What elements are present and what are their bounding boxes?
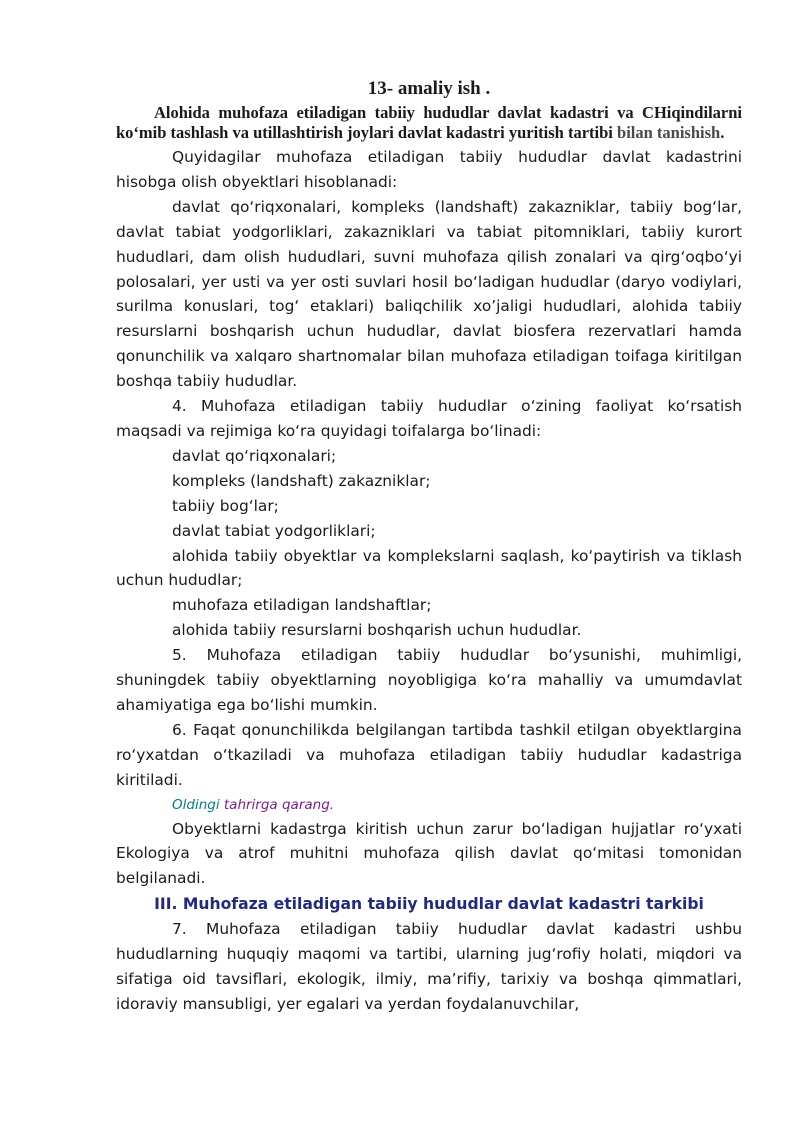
document-body	[116, 76, 742, 1017]
list-item-category: alohida tabiiy resurslarni boshqarish uchun hududlar.	[172, 621, 582, 640]
paragraph-clause-6: 6. Faqat qonunchilikda belgilangan tartibda tashkil etilgan obyektlargina ro‘yxatdan o‘tkaziladi va muhofaza etiladigan tabiiy hududlar kadastriga kiritiladi.	[116, 720, 742, 789]
list-item-category: davlat qo‘riqxonalari;	[172, 446, 337, 465]
paragraph-clause-5: 5. Muhofaza etiladigan tabiiy hududlar bo‘ysunishi, muhimligi, shuningdek tabiiy obyektlarning noyobligiga ko‘ra mahalliy va umumdavlat ahamiyatiga ega bo‘lishi mumkin.	[116, 646, 742, 714]
paragraph-intro: Quyidagilar muhofaza etiladigan tabiiy hududlar davlat kadastrini hisobga olish obyektlari hisoblanadi:	[116, 148, 742, 191]
list-item-category: kompleks (landshaft) zakazniklar;	[172, 471, 431, 490]
subtitle-muted: bilan tanishish	[617, 123, 721, 142]
subtitle-end: .	[720, 123, 725, 142]
section-heading: III. Muhofaza etiladigan tabiiy hududlar davlat kadastri tarkibi	[154, 895, 704, 914]
edit-history-note	[116, 793, 742, 817]
page-title: 13- amaliy ish .	[367, 78, 491, 99]
list-item-category: davlat tabiat yodgorliklari;	[172, 521, 376, 540]
document-subtitle	[116, 103, 742, 143]
subtitle-main: Alohida muhofaza etiladigan tabiiy hududlar davlat kadastri va CHiqindilarni ko‘mib tashlash va utillashtirish joylari davlat kadastri yuritish tartibi	[116, 103, 742, 142]
list-item-category: muhofaza etiladigan landshaftlar;	[172, 596, 432, 615]
note-link-previous[interactable]: Oldingi	[172, 796, 220, 813]
paragraph-objects-list: davlat qo‘riqxonalari, kompleks (landshaft) zakazniklar, tabiiy bog‘lar, davlat tabiat yodgorliklari, zakazniklari va tabiat pitomniklari, tabiiy kurort hududlari, dam olish hududlari, suvni muhofaza qilish zonalari va qirg‘oqbo‘yi polosalari, yer usti va yer osti suvlari hosil bo‘ladigan hududlar (daryo vodiylari, surilma konuslari, tog‘ etaklari) baliqchilik xo’jaligi hududlari, alohida tabiiy resurslarni boshqarish uchun hududlar, davlat biosfera rezervatlari hamda qonunchilik va xalqaro shartnomalar bilan muhofaza etiladigan toifaga kiritilgan boshqa tabiiy hududlar.	[116, 197, 742, 391]
note-link-edit[interactable]: tahrirga qarang.	[223, 796, 335, 813]
list-item-category: alohida tabiiy obyektlar va komplekslarni saqlash, ko‘paytirish va tiklash uchun hududlar;	[116, 546, 742, 590]
paragraph-documents-list: Obyektlarni kadastrga kiritish uchun zarur bo‘ladigan hujjatlar ro‘yxati Ekologiya va atrof muhitni muhofaza qilish davlat qo‘mitasi tomonidan belgilanadi.	[116, 819, 742, 888]
list-item-category: tabiiy bog‘lar;	[172, 496, 279, 515]
paragraph-clause-7: 7. Muhofaza etiladigan tabiiy hududlar davlat kadastri ushbu hududlarning huquqiy maqomi va tartibi, ularning jug‘rofiy holati, miqdori va sifatiga oid tavsiflari, ekologik, ilmiy, ma’rifiy, tarixiy va boshqa qimmatlari, idoraviy mansubligi, yer egalari va yerdan foydalanuvchilar,	[116, 920, 742, 1013]
paragraph-clause-4: 4. Muhofaza etiladigan tabiiy hududlar o‘zining faoliyat ko‘rsatish maqsadi va rejimiga ko‘ra quyidagi toifalarga bo‘linadi:	[116, 397, 742, 440]
